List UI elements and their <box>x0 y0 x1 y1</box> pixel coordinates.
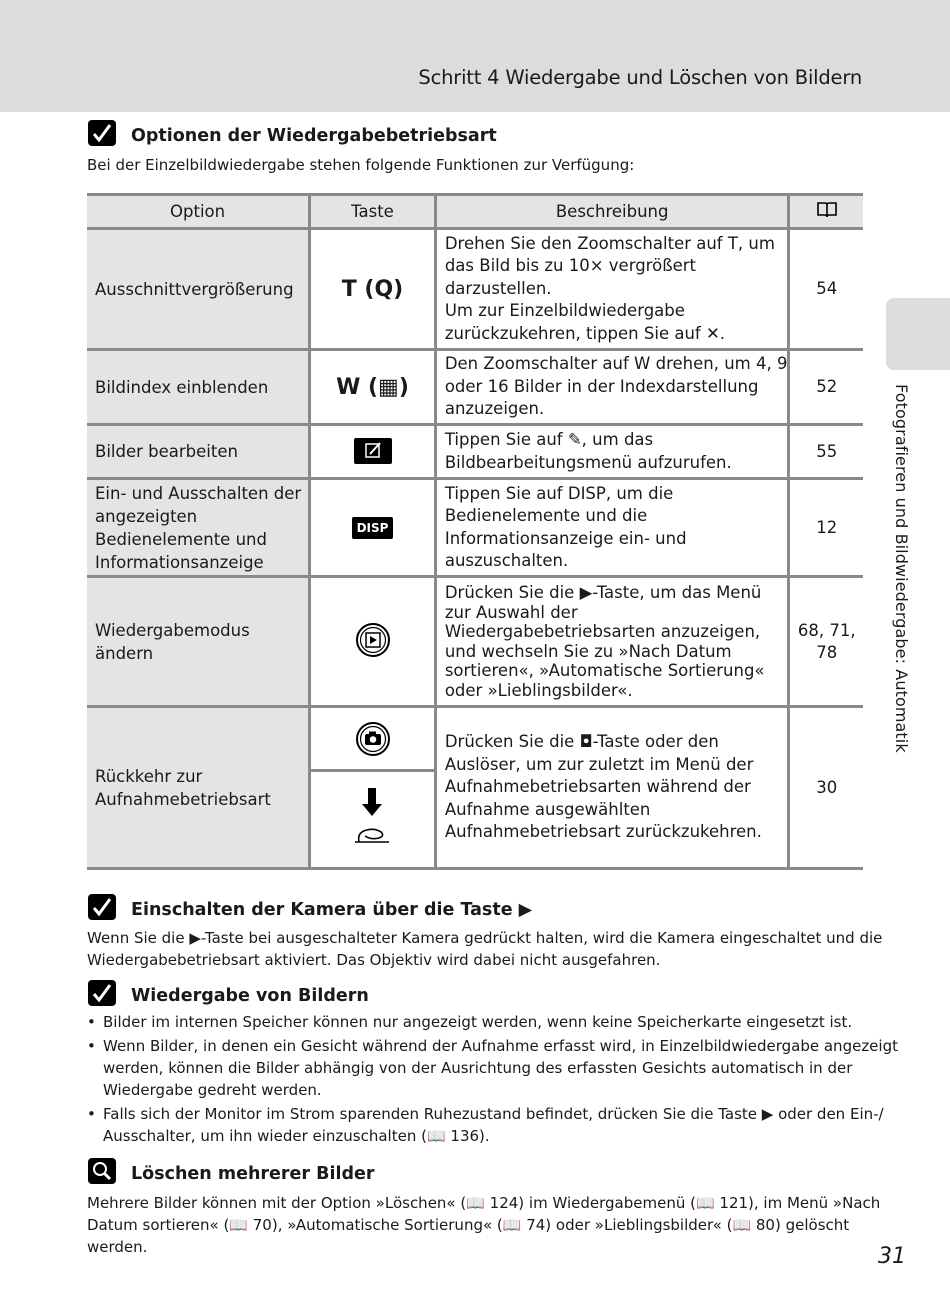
table-row <box>87 577 863 707</box>
desc-line: Informationsanzeige ein- und <box>444 528 687 548</box>
note-check-icon <box>88 980 116 1006</box>
option-cell <box>87 577 310 707</box>
desc-line: Drücken Sie die ◘-Taste oder den <box>444 732 719 752</box>
note-check-icon <box>88 894 116 920</box>
header-option: Option <box>87 195 310 229</box>
list-item-line: • Wenn Bilder, in denen ein Gesicht während der Aufnahme erfasst wird, in Einzelbildwiedergabe angezeigt <box>103 1037 898 1055</box>
section-heading-power-on: Einschalten der Kamera über die Taste ▶ <box>131 900 533 920</box>
table-row <box>87 707 863 869</box>
option-text: Rückkehr zur <box>95 766 203 786</box>
option-text: Bedienelemente und <box>95 529 267 549</box>
desc-line: Aufnahmebetriebsarten während der <box>444 777 751 797</box>
desc-line: und wechseln Sie zu »Nach Datum <box>444 641 732 661</box>
disp-icon <box>310 479 436 577</box>
book-icon <box>789 195 863 229</box>
option-text: Ein- und Ausschalten der <box>95 483 302 503</box>
desc-line: darzustellen. <box>444 278 552 298</box>
list-item <box>87 1103 898 1147</box>
edit-icon <box>354 438 392 464</box>
desc-line: Drehen Sie den Zoomschalter auf T, um <box>444 233 775 253</box>
desc-line: Aufnahme ausgewählten <box>444 799 651 819</box>
description-cell <box>435 229 789 350</box>
paragraph-line: werden. <box>87 1238 148 1256</box>
shutter-press-icon <box>311 772 434 867</box>
key-cell <box>310 425 436 479</box>
playback-button-icon <box>355 622 391 662</box>
description-cell <box>435 707 789 869</box>
section-heading-delete: Löschen mehrerer Bilder <box>131 1164 375 1184</box>
desc-line: Tippen Sie auf ✎, um das <box>444 430 654 449</box>
desc-line: oder 16 Bilder in der Indexdarstellung <box>444 376 759 396</box>
paragraph-line: Wiedergabebetriebsart aktiviert. Das Objektiv wird dabei nicht ausgefahren. <box>87 951 661 969</box>
option-text: Informationsanzeige <box>95 552 264 572</box>
option-text: ändern <box>95 643 154 663</box>
desc-line: Wiedergabebetriebsarten anzuzeigen, <box>444 622 761 641</box>
table-row <box>87 425 863 479</box>
header-description: Beschreibung <box>435 195 789 229</box>
desc-line: Bedienelemente und die <box>444 506 648 525</box>
desc-line: Den Zoomschalter auf W drehen, um 4, 9 <box>444 354 788 374</box>
desc-line: zur Auswahl der <box>444 602 578 622</box>
list-item-line: • Falls sich der Monitor im Strom sparenden Ruhezustand befindet, drücken Sie die Taste ▶ oder den Ein-/ <box>103 1105 884 1123</box>
description-cell <box>435 350 789 425</box>
list-item-line: • Bilder im internen Speicher können nur angezeigt werden, wenn keine Speicherkarte eingesetzt ist. <box>103 1013 853 1031</box>
header-key: Taste <box>310 195 436 229</box>
desc-line: Bildbearbeitungsmenü aufzurufen. <box>444 452 732 472</box>
table-row <box>87 229 863 350</box>
description-cell <box>435 577 789 707</box>
desc-line: anzuzeigen. <box>444 399 545 419</box>
desc-line: Drücken Sie die ▶-Taste, um das Menü <box>444 583 762 602</box>
list-item-line: Ausschalter, um ihn wieder einzuschalten (📖 136). <box>103 1127 490 1145</box>
list-item <box>87 1035 898 1101</box>
option-text: Bilder bearbeiten <box>95 442 238 461</box>
description-cell <box>435 425 789 479</box>
option-cell <box>87 350 310 425</box>
chapter-tab-label: Fotografieren und Bildwiedergabe: Automatik <box>892 384 911 753</box>
ref-cell: 30 <box>789 707 863 869</box>
option-text: Wiedergabemodus <box>95 620 250 640</box>
desc-line: Aufnahmebetriebsart zurückzukehren. <box>444 822 762 842</box>
key-cell <box>310 577 436 707</box>
key-cell <box>310 707 436 869</box>
option-text: Bildindex einblenden <box>95 377 269 397</box>
section-paragraph <box>87 1192 880 1258</box>
table-row <box>87 350 863 425</box>
section-intro: Bei der Einzelbildwiedergabe stehen folgende Funktionen zur Verfügung: <box>87 156 635 174</box>
table-row <box>87 479 863 577</box>
paragraph-line: Datum sortieren« (📖 70), »Automatische Sortierung« (📖 74) oder »Lieblingsbilder« (📖 80) gelöscht <box>87 1216 850 1234</box>
page-number: 31 <box>878 1244 906 1269</box>
desc-line: sortieren«, »Automatische Sortierung« <box>444 661 765 680</box>
option-cell <box>87 479 310 577</box>
list-item-line: werden, können die Bilder abhängig von der Ausrichtung des erfassten Gesichts automatisch in der <box>103 1059 853 1077</box>
list-item <box>87 1011 898 1033</box>
bullet-list <box>87 1011 898 1149</box>
ref-cell: 55 <box>789 425 863 479</box>
option-cell <box>87 707 310 869</box>
desc-line: Um zur Einzelbildwiedergabe <box>444 301 685 321</box>
paragraph-line: Wenn Sie die ▶-Taste bei ausgeschalteter Kamera gedrückt halten, wird die Kamera eingeschaltet und die <box>87 929 883 947</box>
section-heading-options: Optionen der Wiedergabebetriebsart <box>131 126 497 146</box>
ref-cell: 12 <box>789 479 863 577</box>
ref-cell: 54 <box>789 229 863 350</box>
zoom-wide-thumbnail-icon <box>310 350 436 425</box>
ref-cell: 52 <box>789 350 863 425</box>
key-label: DISP <box>352 517 394 539</box>
desc-line: Auslöser, um zur zuletzt im Menü der <box>444 754 754 774</box>
option-text: Aufnahmebetriebsart <box>95 789 271 809</box>
zoom-tele-icon <box>310 229 436 350</box>
desc-line: oder »Lieblingsbilder«. <box>444 680 633 700</box>
note-check-icon <box>88 120 116 146</box>
tip-icon <box>88 1158 116 1184</box>
option-text: Ausschnittvergrößerung <box>95 279 294 299</box>
description-cell <box>435 479 789 577</box>
key-label: T (Q) <box>341 276 404 302</box>
option-cell <box>87 229 310 350</box>
table-header-row <box>87 195 863 229</box>
paragraph-line: Mehrere Bilder können mit der Option »Löschen« (📖 124) im Wiedergabemenü (📖 121), im Menü »Nach <box>87 1194 881 1212</box>
header-band <box>0 0 950 112</box>
desc-line: Tippen Sie auf DISP, um die <box>444 483 674 503</box>
ref-cell: 68, 71, 78 <box>789 577 863 707</box>
list-item-line: Wiedergabe gedreht werden. <box>103 1081 322 1099</box>
option-cell <box>87 425 310 479</box>
desc-line: zurückzukehren, tippen Sie auf ✕. <box>444 323 726 343</box>
section-heading-playback: Wiedergabe von Bildern <box>131 986 369 1006</box>
option-text: angezeigten <box>95 506 198 526</box>
options-table <box>87 193 863 870</box>
camera-button-icon <box>311 709 434 772</box>
desc-line: auszuschalten. <box>444 551 569 570</box>
key-label: W (▦) <box>336 374 409 400</box>
desc-line: das Bild bis zu 10× vergrößert <box>444 256 696 276</box>
chapter-tab <box>886 298 950 370</box>
section-paragraph <box>87 927 882 971</box>
page-header-title: Schritt 4 Wiedergabe und Löschen von Bildern <box>418 66 862 89</box>
